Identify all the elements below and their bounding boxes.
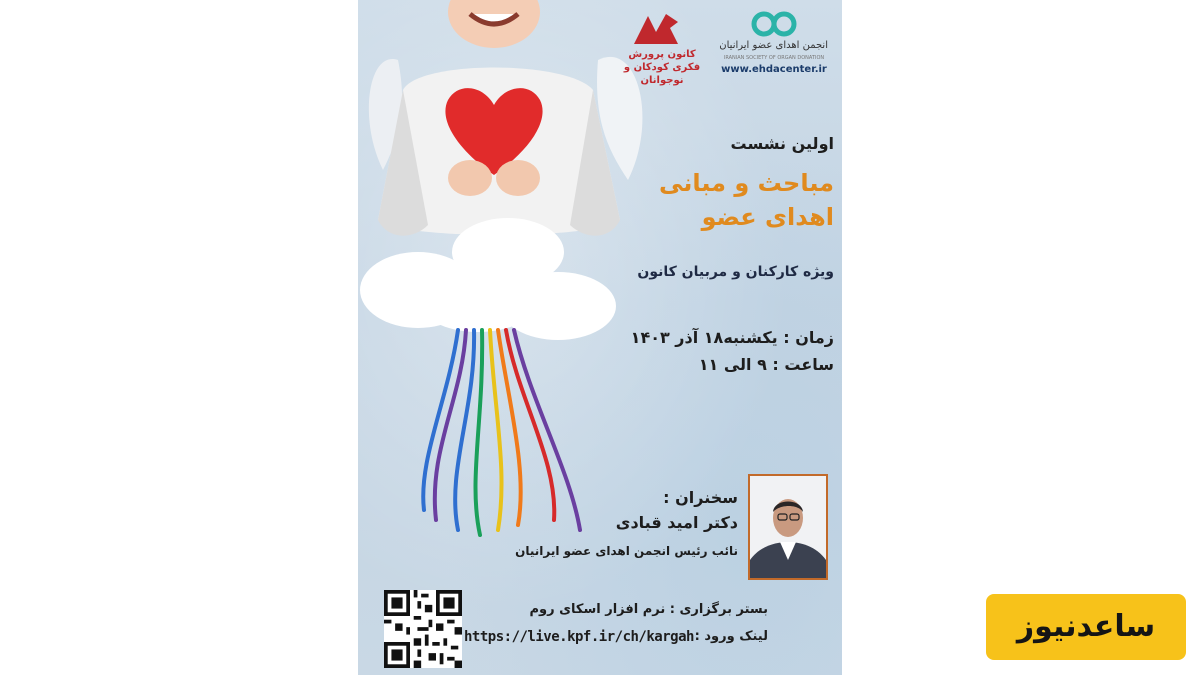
poster-title: مباحث و مبانی اهدای عضو: [659, 169, 834, 231]
event-poster: [358, 0, 842, 675]
session-label: اولین نشست: [730, 134, 834, 153]
qr-code-icon[interactable]: [384, 590, 462, 668]
kanoon-logo-text: کانون پرورش فکری کودکان و نوجوانان: [623, 49, 701, 86]
event-date: زمان : یکشنبه۱۸ آذر ۱۴۰۳: [630, 328, 834, 347]
speaker-name: دکتر امید قبادی: [615, 513, 738, 532]
speakers-label: سخنران :: [663, 488, 738, 507]
child-angel-illustration: [358, 0, 648, 560]
speaker-photo: [748, 474, 828, 580]
join-link-url[interactable]: https://live.kpf.ir/ch/kargah: [464, 629, 694, 645]
watermark-brand: ساعدنیوز: [1016, 609, 1156, 644]
platform-line: بستر برگزاری : نرم افزار اسکای روم: [529, 602, 768, 617]
speaker-portrait: [750, 476, 826, 578]
ehda-logo-name-en: IRANIAN SOCIETY OF ORGAN DONATION: [723, 55, 825, 61]
event-time: ساعت : ۹ الی ۱۱: [698, 355, 834, 374]
ehda-logo-name: انجمن اهدای عضو ایرانیان: [719, 40, 828, 51]
join-link-label: لینک ورود :: [694, 629, 768, 644]
watermark-badge: [986, 594, 1186, 660]
speaker-role: نائب رئیس انجمن اهدای عضو ایرانیان: [515, 544, 738, 558]
audience-text: ویژه کارکنان و مربیان کانون: [637, 264, 834, 280]
kanoon-bird-logo: [626, 8, 686, 48]
join-link-row: [458, 629, 768, 649]
ehda-logo-icon: [748, 10, 800, 38]
ehda-website[interactable]: www.ehdacenter.ir: [721, 64, 827, 75]
